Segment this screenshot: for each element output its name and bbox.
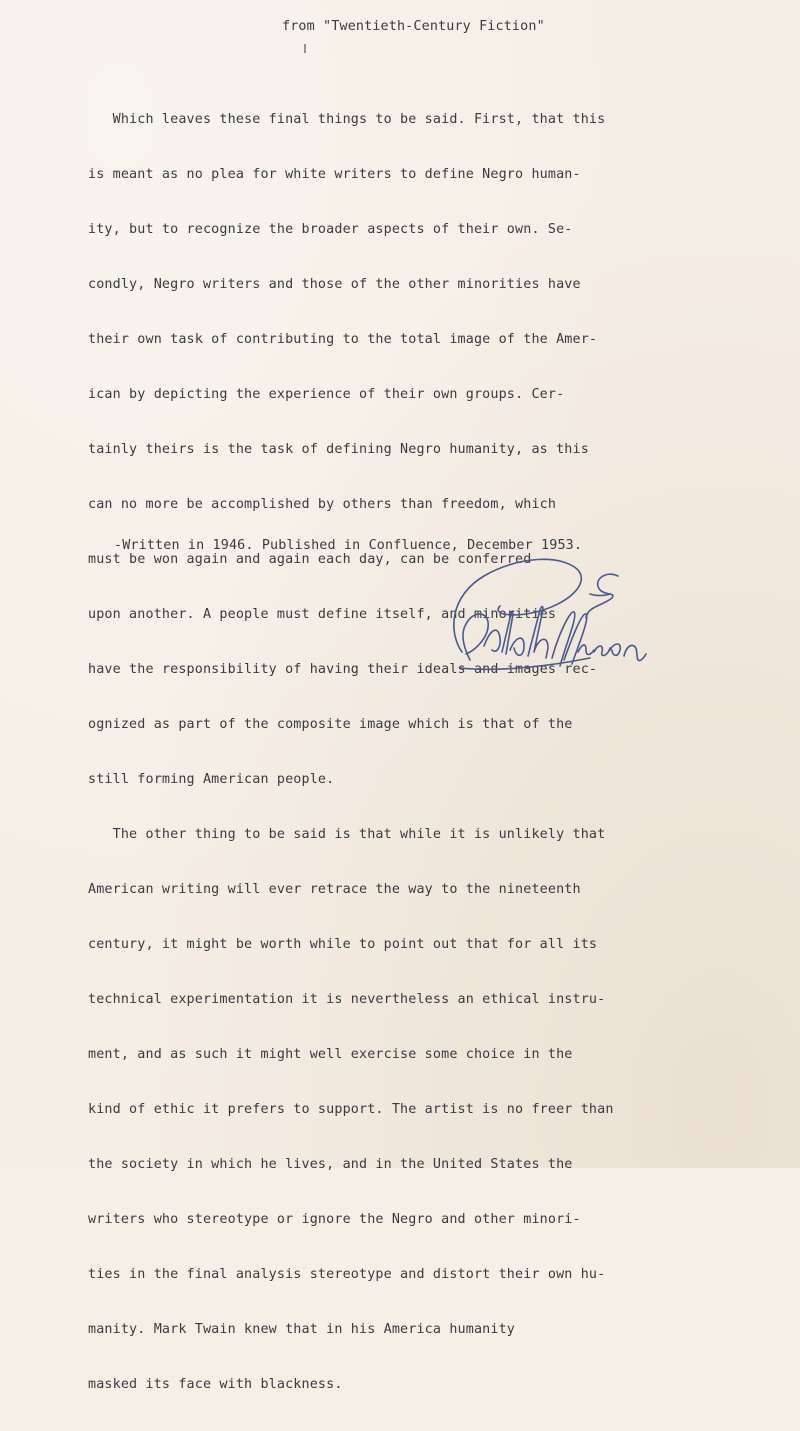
text-line: must be won again and again each day, can be conferred — [88, 551, 532, 567]
text-line: still forming American people. — [88, 772, 335, 788]
signature-icon — [440, 540, 650, 690]
text-line: masked its face with blackness. — [88, 1377, 343, 1393]
text-line: ment, and as such it might well exercise some choice in the — [88, 1047, 573, 1063]
text-line: ity, but to recognize the broader aspects of their own. Se- — [88, 221, 573, 237]
text-line: century, it might be worth while to point out that for all its — [88, 937, 598, 953]
text-line: Which leaves these final things to be said. First, that this — [88, 111, 606, 127]
text-line: upon another. A people must define itself, and minorities — [88, 606, 557, 622]
text-line: technical experimentation it is nevertheless an ethical instru- — [88, 992, 606, 1008]
text-line: American writing will ever retrace the way to the nineteenth — [88, 882, 581, 898]
text-line: their own task of contributing to the total image of the Amer- — [88, 331, 598, 347]
body-text — [88, 74, 614, 1431]
page-header: from "Twentieth-Century Fiction" — [282, 19, 545, 34]
text-line: the society in which he lives, and in the United States the — [88, 1157, 573, 1173]
typewriter-mark — [304, 44, 306, 53]
text-line: is meant as no plea for white writers to define Negro human- — [88, 166, 581, 182]
text-line: The other thing to be said is that while it is unlikely that — [88, 827, 606, 843]
text-line: can no more be accomplished by others than freedom, which — [88, 496, 557, 512]
publication-credit: -Written in 1946. Published in Confluence, December 1953. — [114, 538, 583, 553]
text-line: kind of ethic it prefers to support. The artist is no freer than — [88, 1102, 614, 1118]
text-line: ties in the final analysis stereotype and distort their own hu- — [88, 1267, 606, 1283]
text-line: manity. Mark Twain knew that in his America humanity — [88, 1322, 516, 1338]
text-line: writers who stereotype or ignore the Negro and other minori- — [88, 1212, 581, 1228]
text-line: ican by depicting the experience of their own groups. Cer- — [88, 386, 565, 402]
text-line: condly, Negro writers and those of the other minorities have — [88, 276, 581, 292]
text-line: ognized as part of the composite image which is that of the — [88, 717, 573, 733]
text-line: tainly theirs is the task of defining Negro humanity, as this — [88, 441, 589, 457]
text-line: have the responsibility of having their ideals and images rec- — [88, 662, 598, 677]
